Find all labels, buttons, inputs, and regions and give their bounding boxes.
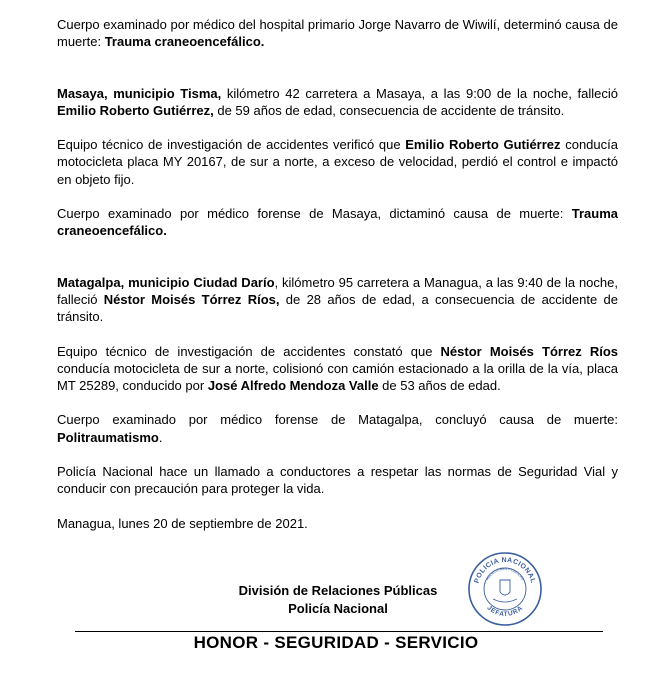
signature-division: División de Relaciones Públicas bbox=[238, 583, 438, 598]
text-run: . bbox=[158, 429, 163, 445]
signature-institution: Policía Nacional bbox=[288, 600, 388, 616]
svg-text:RELACIONES PUBLICAS bbox=[485, 567, 525, 582]
footer-motto: HONOR - SEGURIDAD - SERVICIO bbox=[193, 633, 479, 652]
text-run: Equipo técnico de investigación de accidentes constató que bbox=[57, 343, 441, 359]
svg-text:JEFATURA bbox=[486, 605, 525, 619]
text-run: conducía motocicleta placa MY 20167, de sur a norte, a exceso de velocidad, perdió el control e impactó en objeto fijo. bbox=[57, 137, 618, 187]
paragraph-safety-call bbox=[57, 463, 618, 498]
text-run: Cuerpo examinado por médico forense de Masaya, dictaminó causa de muerte: bbox=[57, 206, 572, 222]
seal-bottom-text: JEFATURA bbox=[485, 604, 525, 619]
text-run: de 53 años de edad. bbox=[378, 378, 501, 394]
paragraph-masaya-cause-of-death bbox=[57, 205, 618, 240]
paragraph-masaya-incident bbox=[57, 85, 618, 120]
text-run: de 59 años de edad, consecuencia de accidente de tránsito. bbox=[213, 102, 565, 118]
paragraph-matagalpa-incident bbox=[57, 274, 618, 326]
bold-text-run: Néstor Moisés Tórrez Ríos, bbox=[103, 291, 280, 307]
text-run: de 28 años de edad, a consecuencia de accidente de tránsito. bbox=[57, 291, 618, 325]
press-release-body bbox=[57, 16, 618, 532]
bold-text-run: Masaya, municipio Tisma, bbox=[57, 85, 222, 101]
bold-text-run: Emilio Roberto Gutiérrez, bbox=[57, 102, 214, 118]
shield-icon bbox=[500, 580, 510, 595]
bold-text-run: Néstor Moisés Tórrez Ríos bbox=[440, 343, 618, 359]
text-run: Cuerpo examinado por médico forense de Matagalpa, concluyó causa de muerte: bbox=[57, 412, 618, 428]
text-run: Managua, lunes 20 de septiembre de 2021. bbox=[57, 515, 308, 531]
bold-text-run: José Alfredo Mendoza Valle bbox=[207, 378, 379, 394]
text-run: Cuerpo examinado por médico del hospital primario Jorge Navarro de Wiwilí, determinó causa de muerte: bbox=[57, 17, 618, 50]
paragraph-matagalpa-cause-of-death bbox=[57, 411, 618, 446]
text-run: conducía motocicleta de sur a norte, colisionó con camión estacionado a la orilla de la vía, placa MT 25289, conducido por bbox=[57, 360, 618, 394]
signature-block bbox=[200, 582, 476, 617]
bold-text-run: Matagalpa, municipio Ciudad Darío bbox=[57, 274, 275, 290]
text-run: kilómetro 42 carretera a Masaya, a las 9:00 de la noche, falleció bbox=[221, 85, 618, 101]
seal-inner-text: RELACIONES PUBLICAS bbox=[485, 566, 525, 582]
text-run: , kilómetro 95 carretera a Managua, a las 9:40 de la noche, falleció bbox=[57, 274, 618, 307]
paragraph-date-line bbox=[57, 515, 618, 532]
bold-text-run: Trauma craneoencefálico. bbox=[57, 206, 618, 239]
laurel-icon bbox=[493, 599, 517, 602]
footer-divider bbox=[75, 631, 603, 632]
bold-text-run: Trauma craneoencefálico. bbox=[104, 34, 265, 50]
bold-text-run: Politraumatismo bbox=[57, 429, 159, 445]
text-run: Policía Nacional hace un llamado a conductores a respetar las normas de Seguridad Vial y conducir con precaución para proteger la vida. bbox=[57, 464, 618, 497]
police-seal-stamp bbox=[467, 551, 543, 627]
bold-text-run: Emilio Roberto Gutiérrez bbox=[405, 137, 561, 153]
text-run: Equipo técnico de investigación de accidentes verificó que bbox=[57, 137, 406, 153]
paragraph-matagalpa-investigation bbox=[57, 343, 618, 395]
paragraph-wiwili-cause-of-death bbox=[57, 16, 618, 51]
paragraph-masaya-investigation bbox=[57, 136, 618, 188]
seal-top-text: POLICIA NACIONAL bbox=[473, 556, 537, 585]
